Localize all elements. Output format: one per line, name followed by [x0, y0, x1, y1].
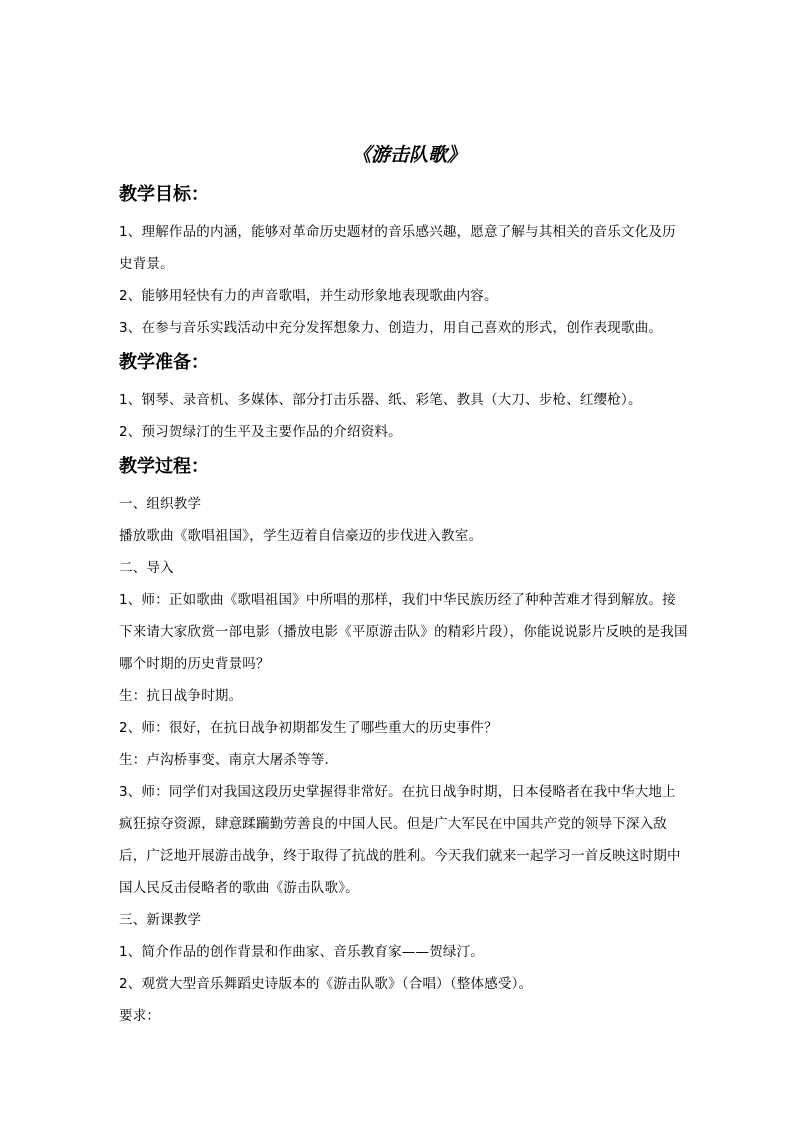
paragraph: 2、能够用轻快有力的声音歌唱，并生动形象地表现歌曲内容。	[119, 288, 498, 304]
paragraph: 2、预习贺绿汀的生平及主要作品的介绍资料。	[119, 424, 402, 440]
paragraph: 2、观赏大型音乐舞蹈史诗版本的《游击队歌》（合唱）（整体感受）。	[119, 976, 533, 992]
paragraph: 1、钢琴、录音机、多媒体、部分打击乐器、纸、彩笔、教具（大刀、步枪、红缨枪）。	[119, 392, 642, 408]
paragraph: 三、新课教学	[119, 912, 202, 928]
section-heading: 教学目标：	[119, 184, 209, 205]
paragraph: 要求：	[119, 1008, 161, 1024]
section-heading: 教学过程：	[119, 456, 209, 477]
section-teaching-goals	[119, 180, 689, 344]
section-heading: 教学准备：	[119, 352, 209, 373]
paragraph: 3、师：同学们对我国这段历史掌握得非常好。在抗日战争时期，日本侵略者在我中华大地上疯狂掠夺资源，肆意蹂躏勤劳善良的中国人民。但是广大军民在中国共产党的领导下深入敌后，广泛地开展游击战争，终于取得了抗战的胜利。今天我们就来一起学习一首反映这时期中国人民反击侵略者的歌曲《游击队歌》。	[119, 784, 681, 896]
paragraph: 1、简介作品的创作背景和作曲家、音乐教育家——贺绿汀。	[119, 944, 484, 960]
paragraph: 生：卢沟桥事变、南京大屠杀等等.	[119, 752, 329, 768]
paragraph: 生：抗日战争时期。	[119, 688, 243, 704]
document-title: 《游击队歌》	[351, 144, 466, 166]
paragraph: 播放歌曲《歌唱祖国》，学生迈着自信豪迈的步伐进入教室。	[119, 528, 483, 544]
paragraph: 3、在参与音乐实践活动中充分发挥想象力、创造力，用自己喜欢的形式，创作表现歌曲。	[119, 320, 663, 336]
paragraph: 二、导入	[119, 560, 174, 576]
document-body	[119, 140, 689, 1036]
section-teaching-preparation	[119, 348, 689, 448]
section-teaching-process	[119, 452, 689, 1032]
paragraph: 1、师：正如歌曲《歌唱祖国》中所唱的那样，我们中华民族历经了种种苦难才得到解放。接下来请大家欣赏一部电影（播放电影《平原游击队》的精彩片段），你能说说影片反映的是我国哪个时期的历史背景吗？	[119, 592, 688, 672]
paragraph: 2、师：很好，在抗日战争初期都发生了哪些重大的历史事件？	[119, 720, 498, 736]
paragraph: 一、组织教学	[119, 496, 202, 512]
paragraph: 1、理解作品的内涵，能够对革命历史题材的音乐感兴趣，愿意了解与其相关的音乐文化及历史背景。	[119, 224, 676, 272]
